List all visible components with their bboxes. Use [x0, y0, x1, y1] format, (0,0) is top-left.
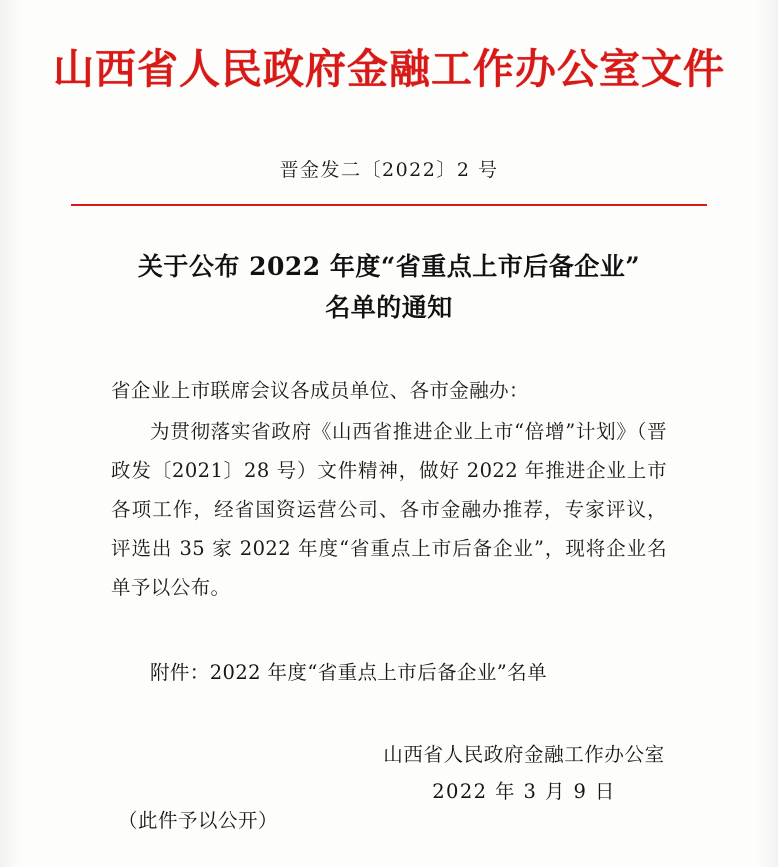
attachment-line: 附件：2022 年度“省重点上市后备企业”名单 — [150, 660, 547, 684]
document-number: 晋金发二〔2022〕2 号 — [279, 159, 499, 182]
signature-block — [374, 736, 674, 810]
page-title — [94, 246, 684, 329]
issue-date: 2022 年 3 月 9 日 — [432, 779, 616, 803]
page-edge-shadow-right — [756, 0, 778, 867]
page-edge-shadow-left — [0, 0, 22, 867]
document-body — [111, 371, 667, 607]
salutation: 省企业上市联席会议各成员单位、各市金融办： — [111, 378, 529, 402]
page-title-line-1: 关于公布 2022 年度“省重点上市后备企业” — [137, 252, 641, 282]
masthead-title: 山西省人民政府金融工作办公室文件 — [53, 45, 725, 93]
body-paragraph: 为贯彻落实省政府《山西省推进企业上市“倍增”计划》（晋政发〔2021〕28 号）文件精神，做好 2022 年推进企业上市各项工作，经省国资运营公司、各市金融办推荐，专家评议，评选出 35 家 2022 年度“省重点上市后备企业”，现将企业名单予以公布。 — [111, 419, 667, 599]
red-divider-rule — [71, 204, 707, 206]
page-title-line-2: 名单的通知 — [325, 293, 453, 323]
issuer-name: 山西省人民政府金融工作办公室 — [383, 742, 665, 766]
document-masthead — [0, 0, 778, 93]
public-disclosure-note: （此件予以公开） — [118, 809, 279, 832]
